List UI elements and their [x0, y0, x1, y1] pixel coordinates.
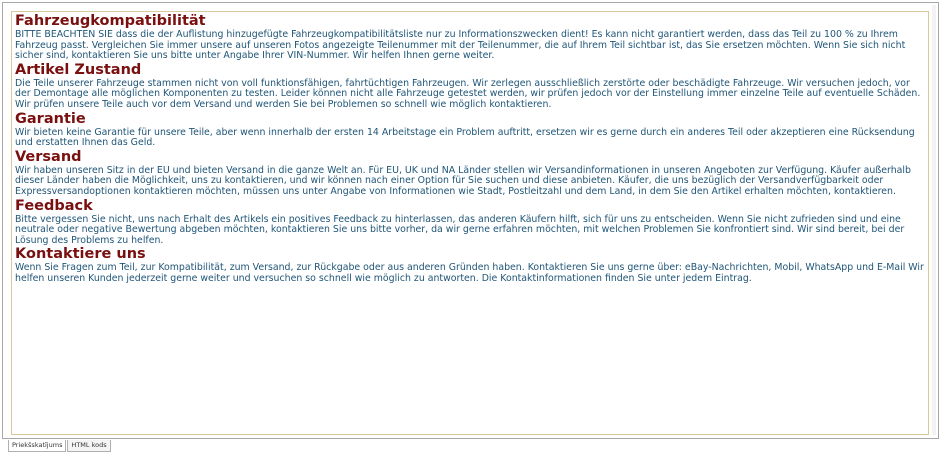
tab-preview[interactable]: Priekšskatījums [8, 440, 66, 452]
section-text-artikel-zustand: Die Teile unserer Fahrzeuge stammen nicht von voll funktionsfähigen, fahrtüchtigen Fahrzeugen. Wir zerlegen ausschließlich zerstörte oder beschädigte Fahrzeuge. Wir versuchen jedoch, vor der Demontage alle möglichen Komponenten zu testen. Leider können nicht alle Fahrzeuge getestet werden, wir prüfen jedoch vor der Einstellung immer einzelne Teile auf eventuelle Schäden. Wir prüfen unsere Teile auch vor dem Versand und werden Sie bei Problemen so schnell wie möglich kontaktieren. [15, 77, 921, 110]
section-heading-versand: Versand [15, 148, 82, 165]
editor-mode-tabs [8, 440, 112, 452]
section-text-versand: Wir haben unseren Sitz in der EU und bieten Versand in die ganze Welt an. Für EU, UK und NA Länder stellen wir Versandinformationen in unseren Angeboten zur Verfügung. Käufer außerhalb dieser Länder haben die Möglichkeit, uns zu kontaktieren, und wir können nach einer Option für Sie suchen und diese anbieten. Käufer, die uns bezüglich der Versandverfügbarkeit oder Expressversandoptionen kontaktieren möchten, müssen uns unter Angabe von Informationen wie Stadt, Postleitzahl und dem Land, in dem Sie den Artikel erhalten möchten, kontaktieren. [15, 164, 911, 197]
preview-pane[interactable] [11, 11, 929, 435]
section-text-kontaktiere-uns: Wenn Sie Fragen zum Teil, zur Kompatibilität, zum Versand, zur Rückgabe oder aus anderen Gründen haben. Kontaktieren Sie uns gerne über: eBay-Nachrichten, Mobil, WhatsApp und E-Mail Wir helfen unseren Kunden jederzeit gerne weiter und versuchen so schnell wie möglich zu antworten. Die Kontaktinformationen finden Sie unter jedem Eintrag. [15, 262, 924, 284]
tab-html-code[interactable]: HTML kods [67, 440, 110, 452]
section-heading-feedback: Feedback [15, 197, 93, 214]
editor-container [2, 2, 939, 439]
vertical-scrollbar[interactable] [932, 5, 936, 435]
section-heading-fahrzeugkompatibilitaet: Fahrzeugkompatibilität [15, 13, 206, 29]
section-text-feedback: Bitte vergessen Sie nicht, uns nach Erhalt des Artikels ein positives Feedback zu hinterlassen, das anderen Käufern hilft, sich für uns zu entscheiden. Wenn Sie nicht zufrieden sind und eine neutrale oder negative Bewertung abgeben möchten, kontaktieren Sie uns bitte vorher, da wir gerne erfahren möchten, mit welchen Problemen Sie konfrontiert sind. Wir sind bereit, bei der Lösung des Problems zu helfen. [15, 213, 905, 246]
section-text-fahrzeugkompatibilitaet: BITTE BEACHTEN SIE dass die der Auflistung hinzugefügte Fahrzeugkompatibilitätsliste nur zu Informationszwecken dient! Es kann nicht garantiert werden, dass das Teil zu 100 % zu Ihrem Fahrzeug passt. Vergleichen Sie immer unsere auf unseren Fotos angezeigte Teilenummer mit der Teilenummer, die auf Ihrem Teil sichtbar ist, das Sie ersetzen möchten. Wenn Sie sich nicht sicher sind, kontaktieren Sie uns bitte unter Angabe Ihrer VIN-Nummer. Wir helfen Ihnen gerne weiter. [15, 29, 906, 62]
section-heading-artikel-zustand: Artikel Zustand [15, 61, 142, 78]
section-heading-kontaktiere-uns: Kontaktiere uns [15, 246, 146, 263]
section-text-garantie: Wir bieten keine Garantie für unsere Teile, aber wenn innerhalb der ersten 14 Arbeitstage ein Problem auftritt, ersetzen wir es gerne durch ein anderes Teil oder akzeptieren eine Rücksendung und erstatten Ihnen das Geld. [15, 126, 915, 149]
section-heading-garantie: Garantie [15, 110, 86, 127]
